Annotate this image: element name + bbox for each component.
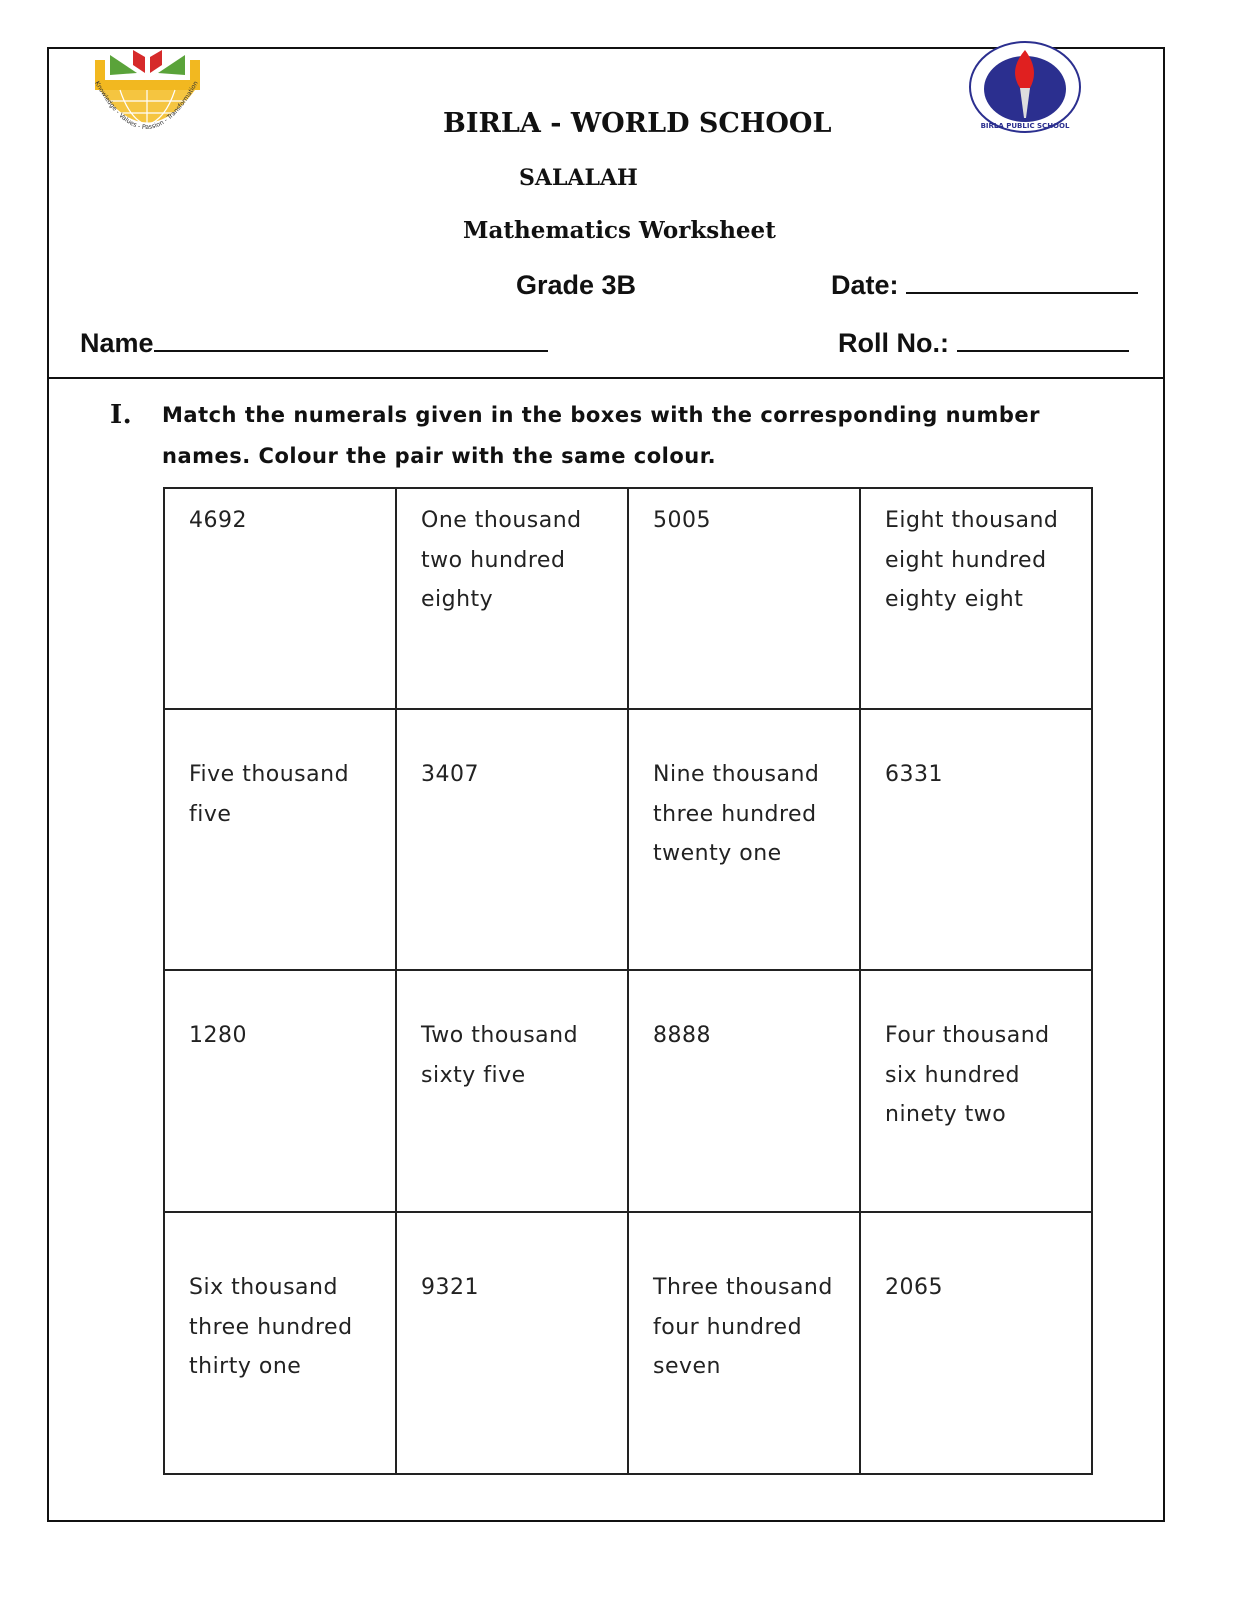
worksheet-subject: Mathematics Worksheet [463,217,776,244]
grid-cell[interactable]: Eight thousand eight hundred eighty eight [860,488,1092,709]
question-number: I. [110,400,133,430]
grid-cell[interactable]: Three thousand four hundred seven [628,1212,860,1474]
name-blank [154,350,548,352]
grid-cell[interactable]: Four thousand six hundred ninety two [860,970,1092,1212]
roll-field [838,328,1129,359]
name-field [80,328,548,359]
grid-row [164,970,1092,1212]
left-logo-motto: Knowledge - Values - Passion - Transformation [93,80,200,132]
grid-cell[interactable]: Two thousand sixty five [396,970,628,1212]
grid-cell[interactable]: One thousand two hundred eighty [396,488,628,709]
grid-cell[interactable]: 4692 [164,488,396,709]
grade-label: Grade 3B [516,270,637,300]
question-instruction [110,395,1110,477]
question-text: Match the numerals given in the boxes with the corresponding number names. Colour the pair with the same colour. [162,403,1041,468]
date-label: Date: [831,270,899,300]
roll-label: Roll No.: [838,328,949,358]
date-blank [906,292,1138,294]
grid-cell[interactable]: 9321 [396,1212,628,1474]
date-field [831,270,1138,301]
grid-row [164,1212,1092,1474]
grid-cell[interactable]: 2065 [860,1212,1092,1474]
grid-cell[interactable]: 3407 [396,709,628,970]
grid-row [164,709,1092,970]
matching-grid [163,487,1093,1475]
grid-cell[interactable]: Six thousand three hundred thirty one [164,1212,396,1474]
grid-cell[interactable]: Five thousand five [164,709,396,970]
grid-cell[interactable]: 6331 [860,709,1092,970]
birla-public-school-logo [968,40,1083,135]
right-logo-text: BIRLA PUBLIC SCHOOL [980,122,1070,130]
school-city: SALALAH [519,165,638,191]
grid-cell[interactable]: 5005 [628,488,860,709]
birla-world-school-logo [83,45,210,145]
school-name: BIRLA - WORLD SCHOOL [443,108,832,139]
roll-blank [957,350,1129,352]
grid-cell[interactable]: 1280 [164,970,396,1212]
grid-cell[interactable]: 8888 [628,970,860,1212]
grid-cell[interactable]: Nine thousand three hundred twenty one [628,709,860,970]
name-label: Name [80,328,154,358]
grid-row [164,488,1092,709]
header-divider [47,377,1165,379]
